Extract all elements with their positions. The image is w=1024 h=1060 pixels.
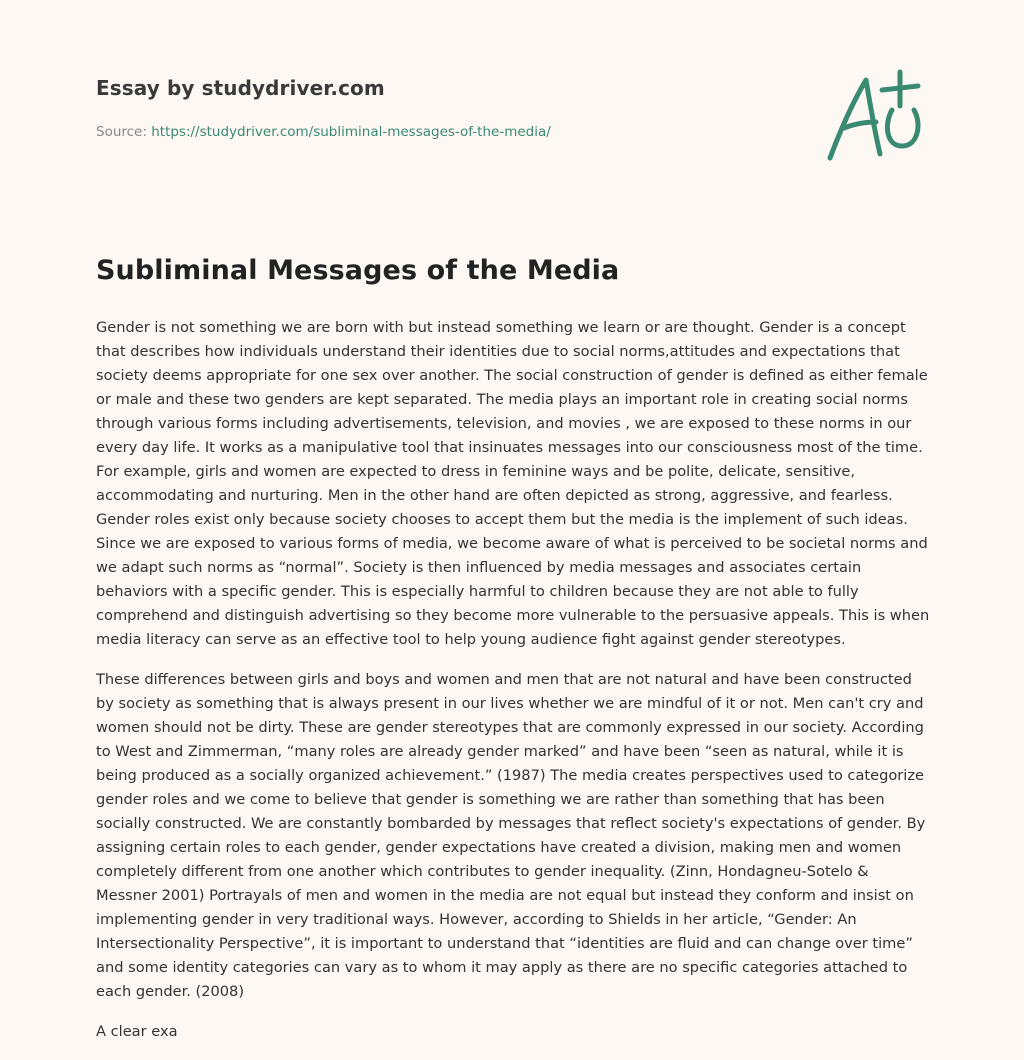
a-plus-logo-icon xyxy=(820,66,930,166)
source-link[interactable]: https://studydriver.com/subliminal-messages-of-the-media/ xyxy=(151,124,551,140)
essay-title: Subliminal Messages of the Media xyxy=(96,255,620,286)
site-title: Essay by studydriver.com xyxy=(96,76,385,100)
source-line xyxy=(96,124,551,140)
essay-paragraph: A clear exa xyxy=(96,1023,178,1040)
essay-paragraph: These differences between girls and boys and women and men that are not natural and have been constructed by society as something that is always present in our lives whether we are mindful of it or not. Men can't cry and women should not be dirty. These are gender stereotypes that are commonly expressed in our society. According to West and Zimmerman, “many roles are already gender marked” and have been “seen as natural, while it is being produced as a socially organized achievement.” (1987) The media creates perspectives used to categorize gender roles and we come to believe that gender is something we are rather than something that has been socially constructed. We are constantly bombarded by messages that reflect society's expectations of gender. By assigning certain roles to each gender, gender expectations have created a division, making men and women completely different from one another which contributes to gender inequality. (Zinn, Hondagneu-Sotelo & Messner 2001) Portrayals of men and women in the media are not equal but instead they conform and insist on implementing gender in very traditional ways. However, according to Shields in her article, “Gender: An Intersectionality Perspective”, it is important to understand that “identities are fluid and can change over time” and some identity categories can vary as to whom it may apply as there are no specific categories attached to each gender. (2008) xyxy=(96,671,926,1000)
source-label: Source: xyxy=(96,124,152,140)
essay-body xyxy=(96,316,932,1060)
essay-paragraph: Gender is not something we are born with but instead something we learn or are thought. Gender is a concept that describes how individuals understand their identities due to social norms,attitudes and expectations that society deems appropriate for one sex over another. The social construction of gender is defined as either female or male and these two genders are kept separated. The media plays an important role in creating social norms through various forms including advertisements, television, and movies , we are exposed to these norms in our every day life. It works as a manipulative tool that insinuates messages into our consciousness most of the time. For example, girls and women are expected to dress in feminine ways and be polite, delicate, sensitive, accommodating and nurturing. Men in the other hand are often depicted as strong, aggressive, and fearless. Gender roles exist only because society chooses to accept them but the media is the implement of such ideas. Since we are exposed to various forms of media, we become aware of what is perceived to be societal norms and we adapt such norms as “normal”. Society is then influenced by media messages and associates certain behaviors with a specific gender. This is especially harmful to children because they are not able to fully comprehend and distinguish advertising so they become more vulnerable to the persuasive appeals. This is when media literacy can serve as an effective tool to help young audience fight against gender stereotypes. xyxy=(96,319,930,648)
